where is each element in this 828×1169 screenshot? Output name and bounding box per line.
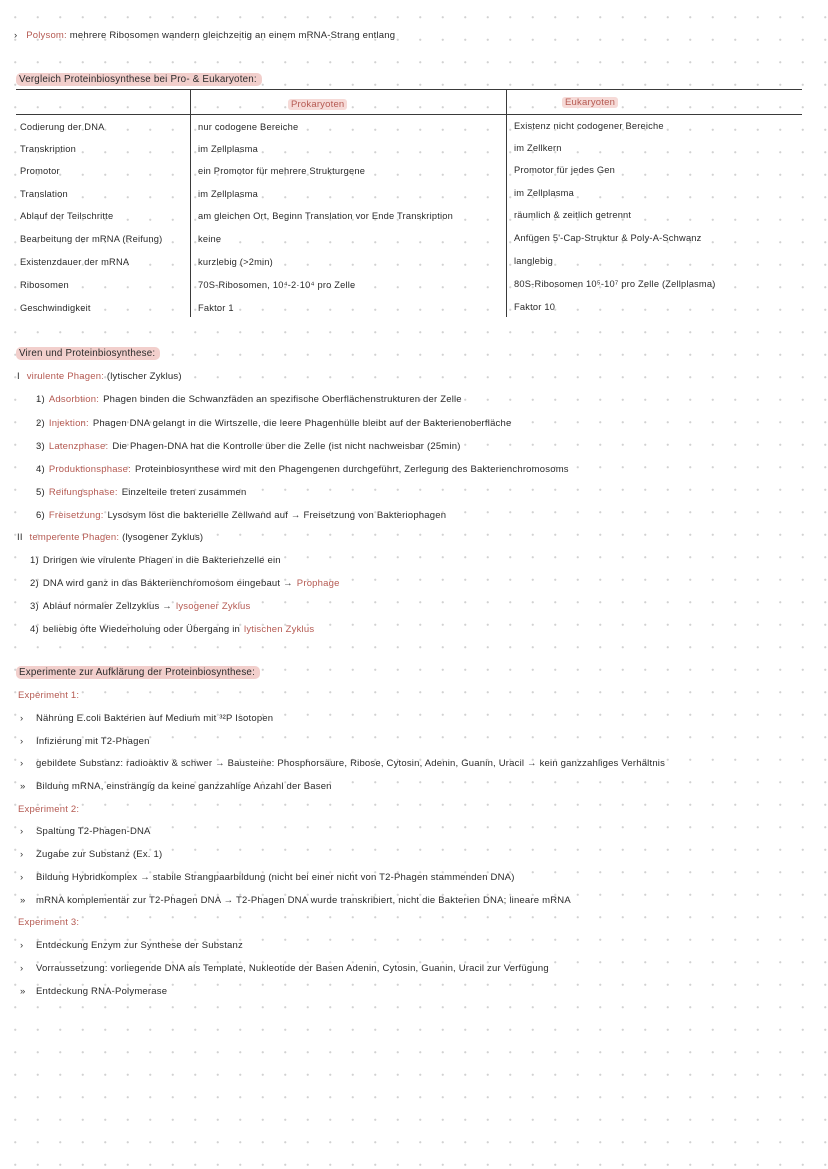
intro-line <box>14 30 395 41</box>
step-text: Dringen wie virulente Phagen in die Bakterienzelle ein <box>42 555 281 566</box>
step-number: 4) <box>36 464 45 475</box>
table-cell-eukaryoten: Existenz nicht codogener Bereiche <box>514 121 664 131</box>
table-cell-eukaryoten: Promotor für jedes Gen <box>514 165 616 175</box>
list-item <box>30 601 251 612</box>
table-row-label: Geschwindigkeit <box>20 303 91 313</box>
table-cell-eukaryoten: langlebig <box>514 256 554 266</box>
list-item-text: Infizierung mit T2-Phagen <box>36 736 150 747</box>
list-item-text: Entdeckung RNA-Polymerase <box>36 986 168 997</box>
experiment-2-title: Experiment 2: <box>18 804 80 815</box>
table-cell-eukaryoten: räumlich & zeitlich getrennt <box>514 210 632 220</box>
list-item <box>36 464 569 475</box>
table-row-label: Existenzdauer der mRNA <box>20 257 130 267</box>
table-row-label: Bearbeitung der mRNA (Reifung) <box>20 234 163 244</box>
step-highlight: lysogener Zyklus <box>176 601 251 612</box>
list-item <box>36 441 461 452</box>
list-item <box>30 555 285 566</box>
step-text: Proteinbiosynthese wird mit den Phagengenen durchgeführt, Zerlegung des Bakterienchromosoms <box>134 464 569 475</box>
table-cell-prokaryoten: im Zellplasma <box>198 144 258 154</box>
bullet-icon: » <box>20 986 26 997</box>
intro-text: mehrere Ribosomen wandern gleichzeitig an einem mRNA-Strang entlang <box>69 30 396 41</box>
table-cell-prokaryoten: kurzlebig (>2min) <box>198 257 273 267</box>
table-cell-eukaryoten: 80S-Ribosomen 10⁵-10⁷ pro Zelle (Zellplasma) <box>514 279 716 289</box>
step-number: 1) <box>36 394 45 405</box>
table-cell-prokaryoten: Faktor 1 <box>198 303 234 313</box>
list-item <box>20 713 273 724</box>
step-text: beliebig ofte Wiederholung oder Übergang in <box>42 624 241 635</box>
comparison-title: Vergleich Proteinbiosynthese bei Pro- & Eukaryoten: <box>16 74 262 85</box>
list-item <box>30 578 340 589</box>
table-cell-prokaryoten: am gleichen Ort, Beginn Translation vor Ende Transkription <box>198 211 453 221</box>
list-item <box>20 758 665 769</box>
table-cell-prokaryoten: keine <box>198 234 222 244</box>
table-row-label: Transkription <box>20 144 76 154</box>
table-cell-eukaryoten: Anfügen 5'-Cap-Struktur & Poly-A-Schwanz <box>514 233 702 243</box>
step-text: Ablauf normaler Zellzyklus → <box>42 601 173 612</box>
table-divider-right <box>506 89 507 317</box>
list-item-text: Zugabe zur Substanz (Ex. 1) <box>36 849 163 860</box>
step-term: Injektion: <box>48 418 89 429</box>
step-text: DNA wird ganz in das Bakterienchromosom eingebaut → <box>42 578 293 589</box>
step-number: 5) <box>36 487 45 498</box>
step-number: 2) <box>30 578 39 589</box>
list-item-text: Spaltung T2-Phagen-DNA <box>36 826 151 837</box>
experiment-1-title: Experiment 1: <box>18 690 80 701</box>
step-text: Die Phagen-DNA hat die Kontrolle über die Zelle (ist nicht nachweisbar (25min) <box>112 441 461 452</box>
section-temperent-heading: II temperente Phagen: (lysogener Zyklus) <box>17 532 204 543</box>
list-item <box>30 624 314 635</box>
column-header-prokaryoten: Prokaryoten <box>288 99 347 110</box>
section-virulent-heading: I virulente Phagen: (lytischer Zyklus) <box>17 371 182 382</box>
step-number: 4) <box>30 624 39 635</box>
step-number: 3) <box>36 441 45 452</box>
bullet-icon: › <box>20 758 24 769</box>
bullet-icon: › <box>20 940 24 951</box>
column-header-eukaryoten: Eukaryoten <box>562 97 618 108</box>
table-row-label: Ribosomen <box>20 280 69 290</box>
list-item-text: Bildung Hybridkomplex → stabile Strangpaarbildung (nicht bei einer nicht von T2-Phagen stammenden DNA) <box>36 872 515 883</box>
table-cell-eukaryoten: im Zellkern <box>514 143 562 153</box>
list-item <box>20 826 151 837</box>
table-row-label: Promotor <box>20 166 60 176</box>
list-item <box>20 940 243 951</box>
bullet-icon: › <box>20 713 24 724</box>
table-cell-eukaryoten: Faktor 10 <box>514 302 556 312</box>
step-highlight: lytischen Zyklus <box>244 624 315 635</box>
step-text: Lysosym löst die bakterielle Zellwand auf → Freisetzung von Bakteriophagen <box>107 510 447 521</box>
step-text: Phagen binden die Schwanzfäden an spezifische Oberflächenstrukturen der Zelle <box>103 394 462 405</box>
step-number: 3) <box>30 601 39 612</box>
experiments-title: Experimente zur Aufklärung der Proteinbiosynthese: <box>16 667 260 678</box>
table-row-label: Ablauf der Teilschritte <box>20 211 114 221</box>
list-item <box>36 487 246 498</box>
step-term: Latenzphase: <box>48 441 109 452</box>
list-item <box>20 895 571 906</box>
list-item-text: mRNA komplementär zur T2-Phagen DNA → T2-Phagen DNA wurde transkribiert, nicht die Bakterien DNA; lineare mRNA <box>36 895 571 906</box>
list-item <box>20 736 150 747</box>
list-item <box>20 781 332 792</box>
list-item <box>20 872 515 883</box>
step-number: 1) <box>30 555 39 566</box>
step-highlight: Prophage <box>296 578 340 589</box>
table-cell-prokaryoten: im Zellplasma <box>198 189 258 199</box>
list-item <box>36 394 462 405</box>
step-term: Produktionsphase: <box>48 464 131 475</box>
step-number: 2) <box>36 418 45 429</box>
table-divider-left <box>190 89 191 317</box>
list-item-text: gebildete Substanz: radioaktiv & schwer → Bausteine: Phosphorsäure, Ribose, Cytosin, Adenin, Guanin, Uracil → kein ganzzahliges Verhältnis <box>36 758 666 769</box>
step-term: Adsorbtion: <box>48 394 100 405</box>
intro-term: Polysom: <box>26 30 67 41</box>
bullet-icon: › <box>20 872 24 883</box>
list-item <box>36 510 446 521</box>
step-text: Einzelteile treten zusammen <box>121 487 247 498</box>
step-number: 6) <box>36 510 45 521</box>
bullet-icon: › <box>20 736 24 747</box>
table-cell-eukaryoten: im Zellplasma <box>514 188 574 198</box>
list-item <box>20 849 162 860</box>
list-item-text: Vorraussetzung: vorliegende DNA als Template, Nukleotide der Basen Adenin, Cytosin, Guanin, Uracil zur Verfügung <box>36 963 549 974</box>
table-cell-prokaryoten: nur codogene Bereiche <box>198 122 299 132</box>
list-item <box>20 986 167 997</box>
arrow-marker-icon: › <box>14 30 18 41</box>
bullet-icon: › <box>20 826 24 837</box>
experiment-3-title: Experiment 3: <box>18 917 80 928</box>
step-text: Phagen DNA gelangt in die Wirtszelle, die leere Phagenhülle bleibt auf der Bakterienoberfläche <box>92 418 512 429</box>
table-cell-prokaryoten: 70S-Ribosomen, 10⁴-2·10⁴ pro Zelle <box>198 280 356 290</box>
list-item-text: Entdeckung Enzym zur Synthese der Substanz <box>36 940 243 951</box>
step-term: Reifungsphase: <box>48 487 118 498</box>
list-item <box>20 963 549 974</box>
step-term: Freisetzung: <box>48 510 104 521</box>
bullet-icon: » <box>20 781 26 792</box>
list-item <box>36 418 511 429</box>
table-row-label: Codierung der DNA <box>20 122 105 132</box>
table-row-label: Translation <box>20 189 68 199</box>
table-cell-prokaryoten: ein Promotor für mehrere Strukturgene <box>198 166 366 176</box>
table-header-rule <box>16 114 802 115</box>
table-top-rule <box>16 89 802 90</box>
bullet-icon: › <box>20 963 24 974</box>
bullet-icon: » <box>20 895 26 906</box>
viren-title: Viren und Proteinbiosynthese: <box>16 348 160 359</box>
bullet-icon: › <box>20 849 24 860</box>
list-item-text: Bildung mRNA, einsträngig da keine ganzzahlige Anzahl der Basen <box>36 781 332 792</box>
list-item-text: Nährung E.coli Bakterien auf Medium mit ³²P Isotopen <box>36 713 274 724</box>
